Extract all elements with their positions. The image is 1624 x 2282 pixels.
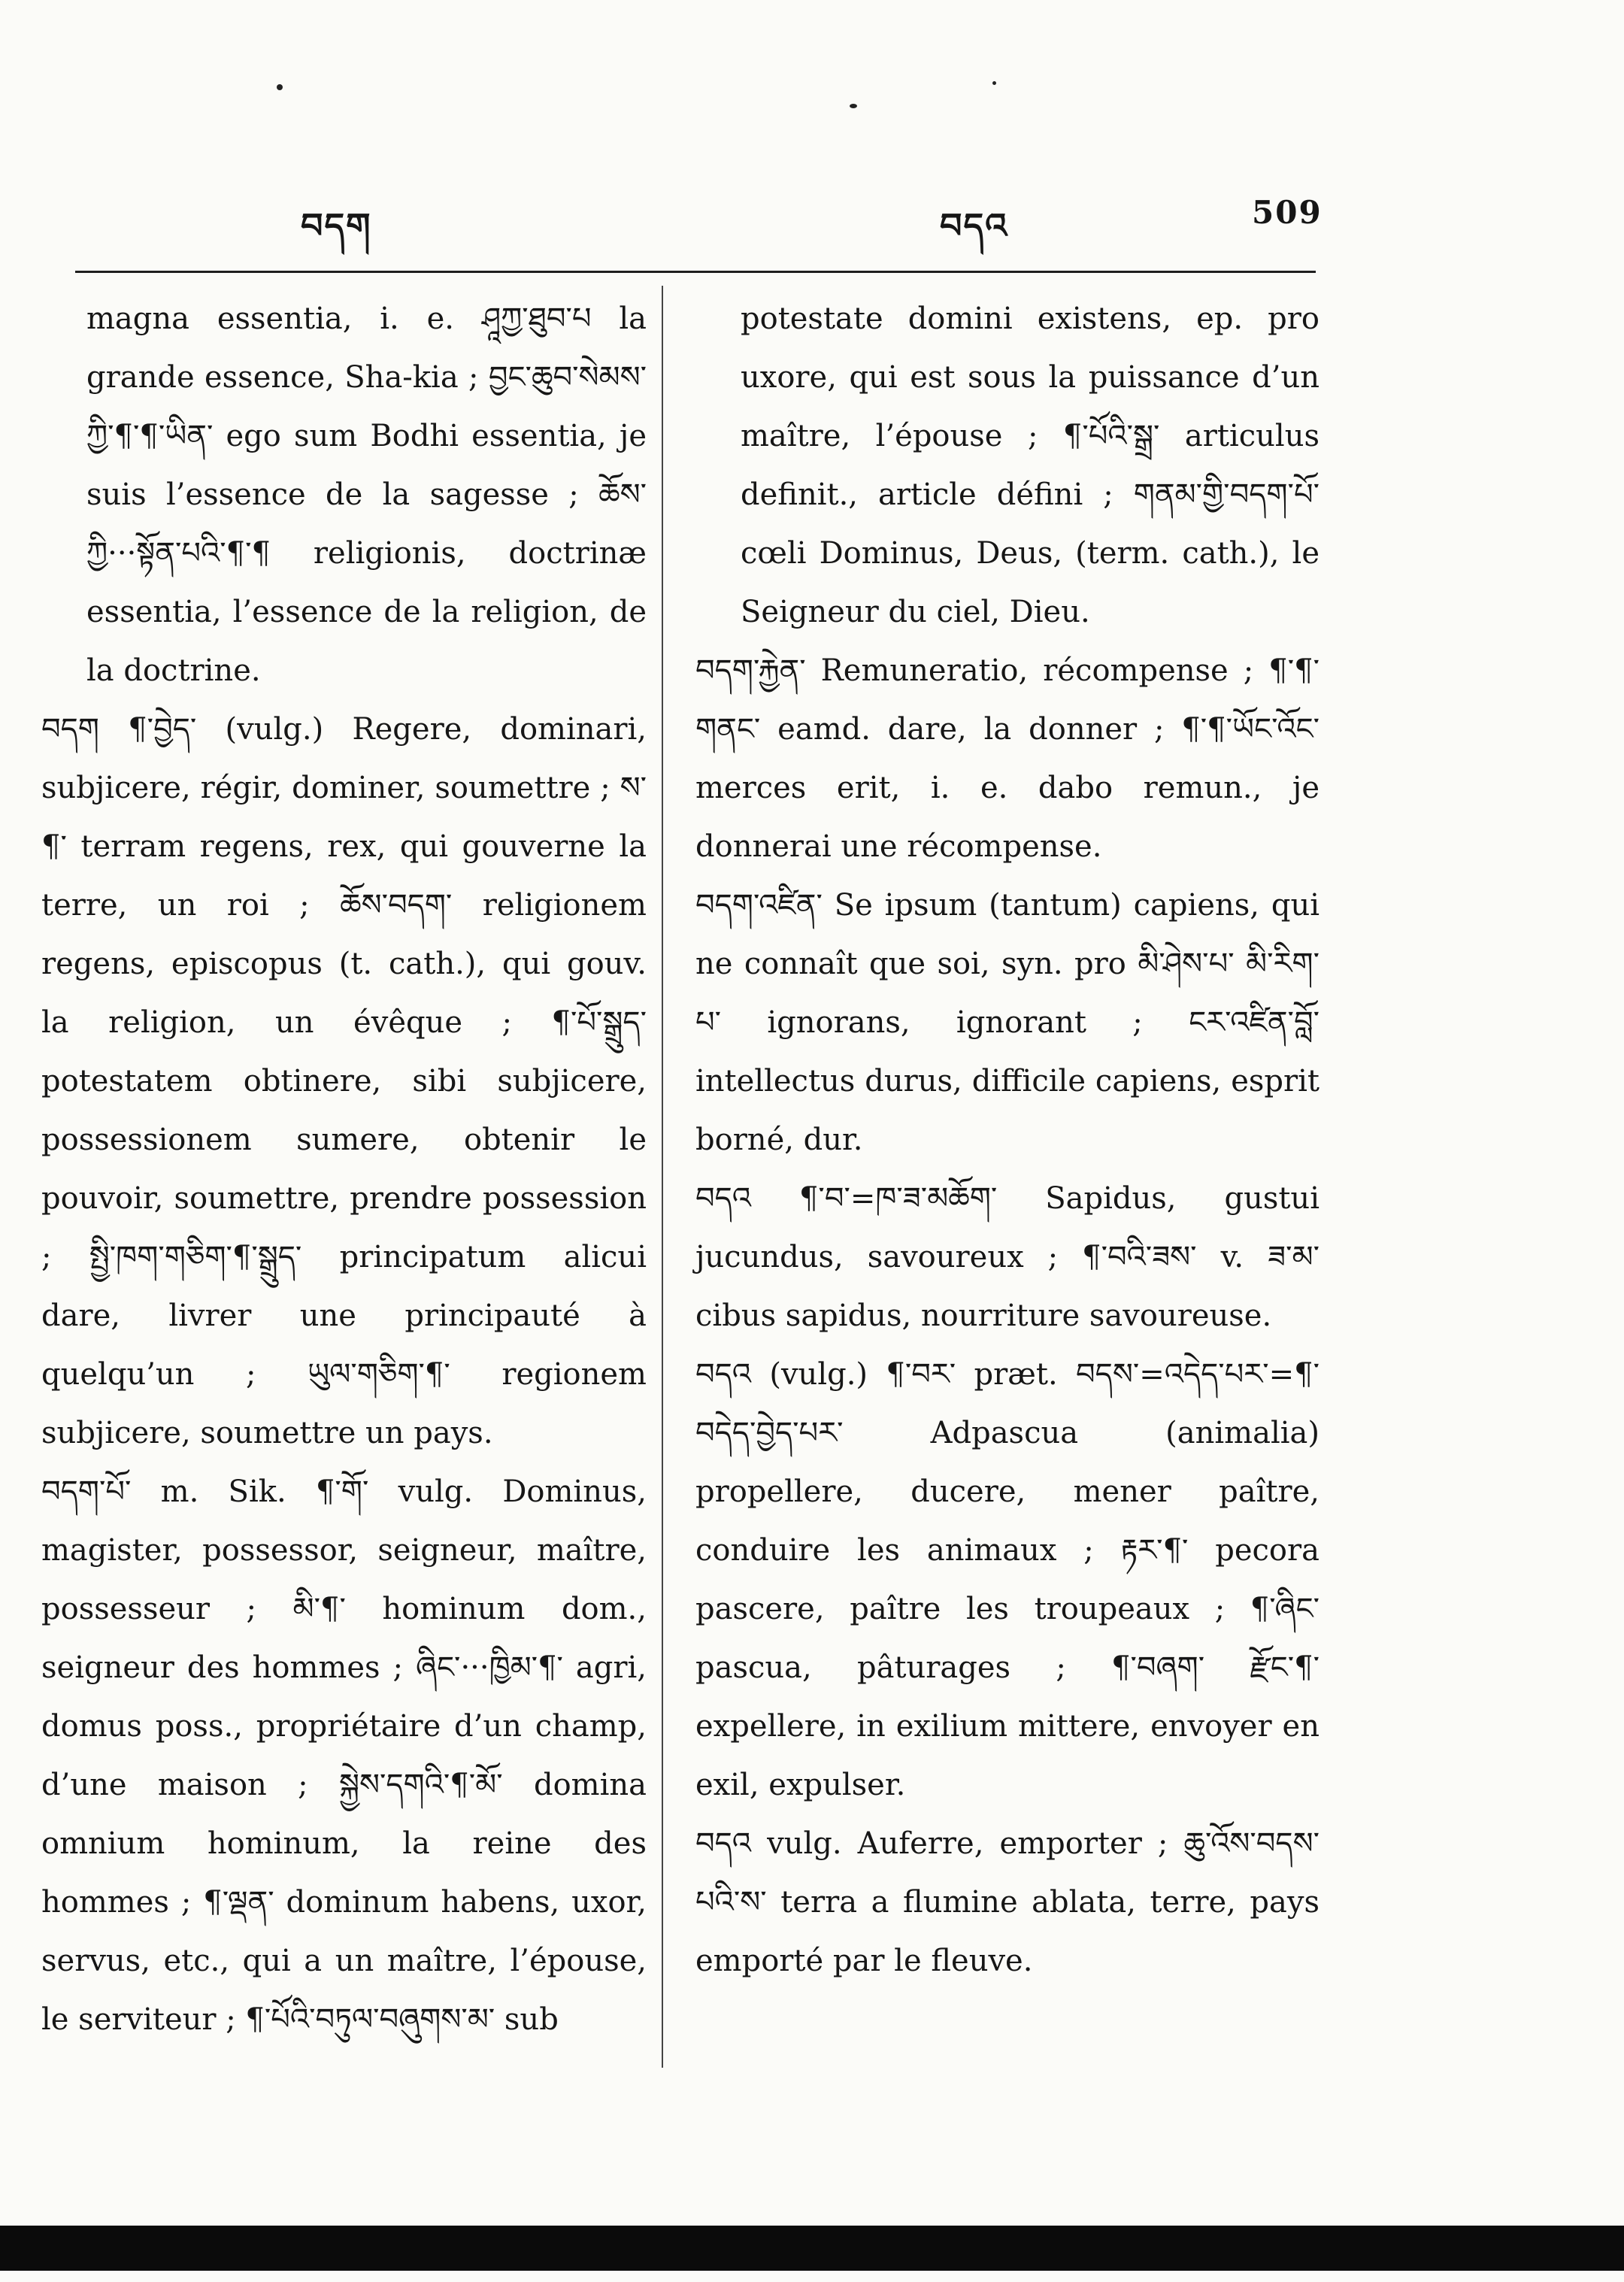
left-column (41, 289, 647, 2049)
dictionary-entry: བདའ ¶་བ་=ཁ་ཟ་མཆོག་ Sapidus, gustui jucundus, savoureux ; ¶་བའི་ཟས་ v. ཟ་མ་ cibus sapidus, nourriture savoureuse. (695, 1181, 1320, 1333)
running-head-center: བདའ (940, 205, 1009, 246)
dictionary-entry: magna essentia, i. e. ཤཱཀྱ་ཐུབ་པ la grande essence, Sha-kia ; བྱང་ཆུབ་སེམས་ཀྱི་¶་¶་ཡིན་ ego sum Bodhi essentia, je suis l’essence de la sagesse ; ཆོས་ཀྱི···སྟོན་པའི་¶་¶ religionis, doctrinæ essentia, l’essence de la religion, de la doctrine. (86, 302, 647, 688)
dictionary-entry: བདག་རྐྱེན་ Remuneratio, récompense ; ¶་¶་གནང་ eamd. dare, la donner ; ¶་¶་ཡོང་འོང་ merces erit, i. e. dabo remun., je donnerai une récompense. (695, 653, 1320, 864)
page-number: 509 (1252, 194, 1323, 231)
column-divider (662, 286, 663, 2068)
dictionary-entry: བདའ vulg. Auferre, emporter ; ཆུ་འོས་བདས་པའི་ས་ terra a flumine ablata, terre, pays emporté par le fleuve. (695, 1826, 1320, 1978)
dictionary-entry: potestate domini existens, ep. pro uxore, qui est sous la puissance d’un maître, l’épouse ; ¶་པོའི་སྒྲ་ articulus definit., article défini ; གནམ་གྱི་བདག་པོ་ cœli Dominus, Deus, (term. cath.), le Seigneur du ciel, Dieu. (741, 302, 1320, 629)
dictionary-entry: བདག་པོ་ m. Sik. ¶་གོ་ vulg. Dominus, magister, possessor, seigneur, maître, possesseur ; མི་¶་ hominum dom., seigneur des hommes ; ཞིང་···ཁྱིམ་¶་ agri, domus poss., propriétaire d’un champ, d’une maison ; སྐྱེས་དགའི་¶་མོ་ domina omnium hominum, la reine des hommes ; ¶་ལྡན་ dominum habens, uxor, servus, etc., qui a un maître, l’épouse, le serviteur ; ¶་པོའི་བཏུལ་བཞུགས་མ་ sub (41, 1474, 647, 2037)
speck-mark (992, 81, 996, 85)
speck-mark (277, 84, 283, 90)
speck-mark (850, 104, 857, 108)
right-column (695, 289, 1320, 1990)
running-head-left: བདག (301, 205, 372, 246)
header-rule (75, 271, 1316, 273)
dictionary-entry: བདག་འཛིན་ Se ipsum (tantum) capiens, qui ne connaît que soi, syn. pro མི་ཤེས་པ་ མི་རིག་པ་ ignorans, ignorant ; ངར་འཛིན་བློ་ intellectus durus, difficile capiens, esprit borné, dur. (695, 888, 1320, 1157)
dictionary-entry: བདག ¶་བྱེད་ (vulg.) Regere, dominari, subjicere, régir, dominer, soumettre ; ས་¶་ terram regens, rex, qui gouverne la terre, un roi ; ཆོས་བདག་ religionem regens, episcopus (t. cath.), qui gouv. la religion, un évêque ; ¶་པོ་སྒྲུད་ potestatem obtinere, sibi subjicere, possessionem sumere, obtenir le pouvoir, soumettre, prendre possession ; སྤྱི་ཁག་གཅིག་¶་སྒྲུད་ principatum alicui dare, livrer une principauté à quelqu’un ; ཡུལ་གཅིག་¶་ regionem subjicere, soumettre un pays. (41, 712, 647, 1450)
dictionary-entry: བདའ (vulg.) ¶་བར་ præt. བདས་=འདེད་པར་=¶་བདེད་བྱེད་པར་ Adpascua (animalia) propellere, ducere, mener paître, conduire les animaux ; རྟར་¶་ pecora pascere, paître les troupeaux ; ¶་ཞིང་ pascua, pâturages ; ¶་བཞག་ རྫོང་¶་ expellere, in exilium mittere, envoyer en exil, expulser. (695, 1357, 1320, 1802)
scan-edge-bar (0, 2226, 1624, 2271)
